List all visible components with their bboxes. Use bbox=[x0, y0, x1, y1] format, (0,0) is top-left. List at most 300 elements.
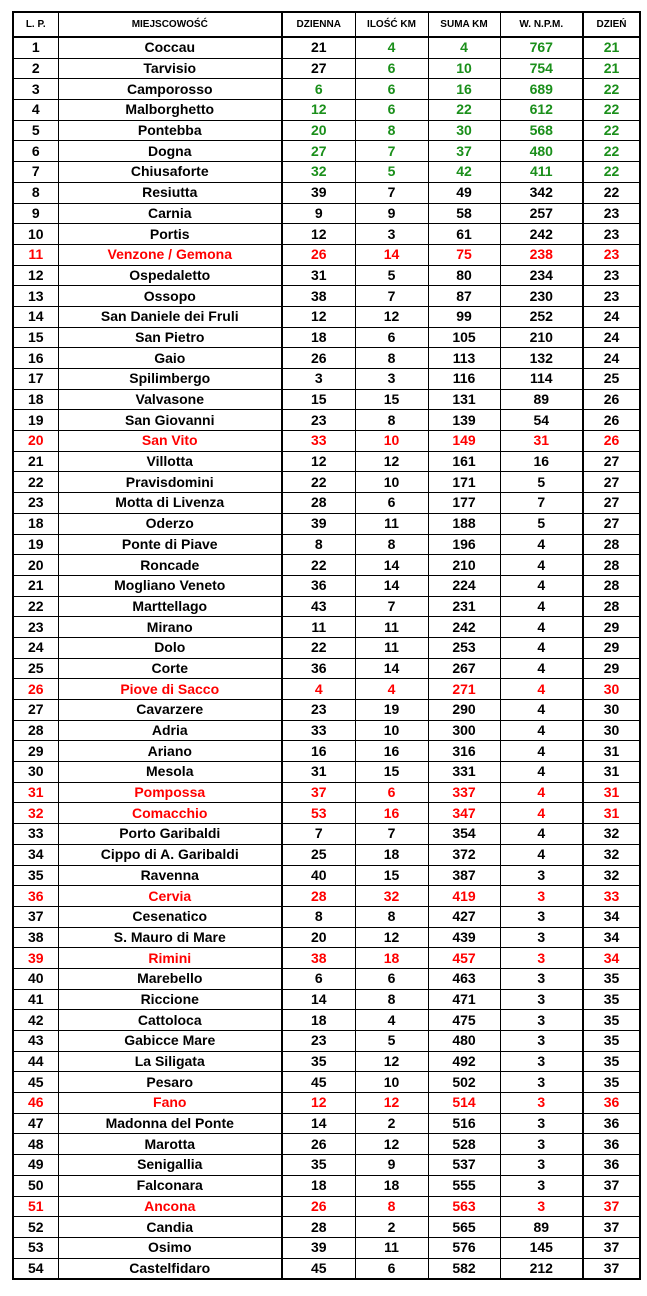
cell-km: 18 bbox=[355, 1175, 428, 1196]
cell-sum: 113 bbox=[428, 348, 500, 369]
table-row bbox=[13, 824, 640, 845]
cell-altitude: 4 bbox=[500, 534, 583, 555]
cell-km: 7 bbox=[355, 824, 428, 845]
cell-day: 35 bbox=[583, 968, 640, 989]
cell-altitude: 754 bbox=[500, 58, 583, 79]
table-row bbox=[13, 1175, 640, 1196]
cell-place: Oderzo bbox=[58, 513, 282, 534]
cell-lp: 16 bbox=[13, 348, 58, 369]
table-row bbox=[13, 534, 640, 555]
cell-place: Coccau bbox=[58, 37, 282, 58]
cell-altitude: 689 bbox=[500, 79, 583, 100]
cell-day: 23 bbox=[583, 203, 640, 224]
cell-daily: 43 bbox=[282, 596, 355, 617]
cell-sum: 116 bbox=[428, 369, 500, 390]
cell-altitude: 5 bbox=[500, 513, 583, 534]
cell-lp: 44 bbox=[13, 1051, 58, 1072]
cell-day: 34 bbox=[583, 906, 640, 927]
cell-daily: 4 bbox=[282, 679, 355, 700]
cell-lp: 10 bbox=[13, 224, 58, 245]
table-row bbox=[13, 1031, 640, 1052]
cell-day: 24 bbox=[583, 348, 640, 369]
cell-km: 8 bbox=[355, 906, 428, 927]
cell-lp: 34 bbox=[13, 844, 58, 865]
cell-lp: 18 bbox=[13, 513, 58, 534]
cell-day: 37 bbox=[583, 1237, 640, 1258]
table-row bbox=[13, 968, 640, 989]
cell-lp: 4 bbox=[13, 100, 58, 121]
cell-daily: 33 bbox=[282, 431, 355, 452]
cell-place: Ariano bbox=[58, 741, 282, 762]
cell-daily: 16 bbox=[282, 741, 355, 762]
table-row bbox=[13, 100, 640, 121]
table-row bbox=[13, 906, 640, 927]
cell-altitude: 132 bbox=[500, 348, 583, 369]
cell-place: Corte bbox=[58, 658, 282, 679]
cell-place: Adria bbox=[58, 720, 282, 741]
cell-km: 8 bbox=[355, 120, 428, 141]
cell-sum: 171 bbox=[428, 472, 500, 493]
cell-km: 11 bbox=[355, 637, 428, 658]
cell-place: Valvasone bbox=[58, 389, 282, 410]
cell-km: 11 bbox=[355, 513, 428, 534]
table-row bbox=[13, 141, 640, 162]
cell-altitude: 4 bbox=[500, 658, 583, 679]
cell-place: Resiutta bbox=[58, 182, 282, 203]
cell-day: 27 bbox=[583, 513, 640, 534]
cell-sum: 300 bbox=[428, 720, 500, 741]
cell-place: Cervia bbox=[58, 886, 282, 907]
cell-place: Senigallia bbox=[58, 1155, 282, 1176]
cell-day: 25 bbox=[583, 369, 640, 390]
cell-altitude: 4 bbox=[500, 720, 583, 741]
table-row bbox=[13, 658, 640, 679]
cell-place: Pravisdomini bbox=[58, 472, 282, 493]
cell-km: 4 bbox=[355, 37, 428, 58]
cell-place: Portis bbox=[58, 224, 282, 245]
cell-lp: 11 bbox=[13, 244, 58, 265]
cell-daily: 26 bbox=[282, 1134, 355, 1155]
cell-sum: 419 bbox=[428, 886, 500, 907]
cell-place: Cippo di A. Garibaldi bbox=[58, 844, 282, 865]
cell-sum: 457 bbox=[428, 948, 500, 969]
cell-altitude: 31 bbox=[500, 431, 583, 452]
cell-place: Ospedaletto bbox=[58, 265, 282, 286]
cell-sum: 99 bbox=[428, 306, 500, 327]
cell-lp: 9 bbox=[13, 203, 58, 224]
cell-altitude: 210 bbox=[500, 327, 583, 348]
cell-daily: 38 bbox=[282, 948, 355, 969]
cell-daily: 39 bbox=[282, 513, 355, 534]
cell-daily: 8 bbox=[282, 906, 355, 927]
cell-lp: 43 bbox=[13, 1031, 58, 1052]
table-row bbox=[13, 1093, 640, 1114]
cell-sum: 565 bbox=[428, 1217, 500, 1238]
cell-sum: 290 bbox=[428, 700, 500, 721]
cell-lp: 5 bbox=[13, 120, 58, 141]
cell-day: 35 bbox=[583, 1051, 640, 1072]
cell-lp: 30 bbox=[13, 762, 58, 783]
cell-km: 2 bbox=[355, 1217, 428, 1238]
cell-lp: 20 bbox=[13, 431, 58, 452]
cell-daily: 12 bbox=[282, 224, 355, 245]
cell-sum: 177 bbox=[428, 493, 500, 514]
cell-daily: 18 bbox=[282, 327, 355, 348]
cell-sum: 316 bbox=[428, 741, 500, 762]
cell-altitude: 4 bbox=[500, 741, 583, 762]
cell-lp: 42 bbox=[13, 1010, 58, 1031]
cell-altitude: 4 bbox=[500, 824, 583, 845]
cell-altitude: 4 bbox=[500, 679, 583, 700]
cell-lp: 19 bbox=[13, 534, 58, 555]
cell-km: 8 bbox=[355, 410, 428, 431]
table-row bbox=[13, 1155, 640, 1176]
cell-day: 29 bbox=[583, 617, 640, 638]
cell-place: Ravenna bbox=[58, 865, 282, 886]
cell-altitude: 3 bbox=[500, 1155, 583, 1176]
cell-altitude: 5 bbox=[500, 472, 583, 493]
cell-place: Venzone / Gemona bbox=[58, 244, 282, 265]
cell-daily: 9 bbox=[282, 203, 355, 224]
cell-daily: 28 bbox=[282, 886, 355, 907]
cell-sum: 87 bbox=[428, 286, 500, 307]
cell-day: 28 bbox=[583, 555, 640, 576]
cell-altitude: 3 bbox=[500, 927, 583, 948]
cell-daily: 18 bbox=[282, 1010, 355, 1031]
cell-place: Marebello bbox=[58, 968, 282, 989]
table-row bbox=[13, 1217, 640, 1238]
table-row bbox=[13, 472, 640, 493]
cell-daily: 35 bbox=[282, 1051, 355, 1072]
cell-km: 8 bbox=[355, 534, 428, 555]
table-row bbox=[13, 162, 640, 183]
cell-km: 6 bbox=[355, 782, 428, 803]
header-lp: L. P. bbox=[13, 12, 58, 37]
cell-place: Rimini bbox=[58, 948, 282, 969]
cell-altitude: 4 bbox=[500, 803, 583, 824]
table-row bbox=[13, 431, 640, 452]
cell-daily: 22 bbox=[282, 637, 355, 658]
cell-sum: 149 bbox=[428, 431, 500, 452]
cell-place: Cesenatico bbox=[58, 906, 282, 927]
cell-place: Roncade bbox=[58, 555, 282, 576]
cell-lp: 25 bbox=[13, 658, 58, 679]
cell-day: 30 bbox=[583, 720, 640, 741]
cell-sum: 439 bbox=[428, 927, 500, 948]
cell-day: 22 bbox=[583, 79, 640, 100]
cell-altitude: 4 bbox=[500, 762, 583, 783]
cell-altitude: 3 bbox=[500, 1031, 583, 1052]
cell-sum: 139 bbox=[428, 410, 500, 431]
cell-day: 37 bbox=[583, 1217, 640, 1238]
cell-daily: 6 bbox=[282, 968, 355, 989]
cell-day: 31 bbox=[583, 762, 640, 783]
table-row bbox=[13, 410, 640, 431]
cell-sum: 582 bbox=[428, 1258, 500, 1279]
table-row bbox=[13, 844, 640, 865]
table-row bbox=[13, 782, 640, 803]
cell-altitude: 7 bbox=[500, 493, 583, 514]
cell-daily: 37 bbox=[282, 782, 355, 803]
table-row bbox=[13, 1258, 640, 1279]
header-day: DZIEŃ bbox=[583, 12, 640, 37]
cell-daily: 18 bbox=[282, 1175, 355, 1196]
cell-km: 16 bbox=[355, 803, 428, 824]
cell-km: 5 bbox=[355, 1031, 428, 1052]
cell-daily: 14 bbox=[282, 989, 355, 1010]
cell-km: 10 bbox=[355, 472, 428, 493]
cell-day: 29 bbox=[583, 658, 640, 679]
cell-place: Madonna del Ponte bbox=[58, 1113, 282, 1134]
cell-sum: 528 bbox=[428, 1134, 500, 1155]
cell-day: 31 bbox=[583, 741, 640, 762]
cell-day: 24 bbox=[583, 306, 640, 327]
cell-km: 7 bbox=[355, 286, 428, 307]
cell-altitude: 612 bbox=[500, 100, 583, 121]
cell-day: 28 bbox=[583, 596, 640, 617]
cell-sum: 492 bbox=[428, 1051, 500, 1072]
cell-day: 37 bbox=[583, 1175, 640, 1196]
cell-sum: 563 bbox=[428, 1196, 500, 1217]
cell-sum: 188 bbox=[428, 513, 500, 534]
cell-place: Chiusaforte bbox=[58, 162, 282, 183]
cell-km: 6 bbox=[355, 327, 428, 348]
cell-place: Marotta bbox=[58, 1134, 282, 1155]
cell-lp: 32 bbox=[13, 803, 58, 824]
cell-km: 15 bbox=[355, 762, 428, 783]
cell-lp: 37 bbox=[13, 906, 58, 927]
cell-sum: 16 bbox=[428, 79, 500, 100]
cell-sum: 49 bbox=[428, 182, 500, 203]
cell-daily: 12 bbox=[282, 100, 355, 121]
cell-daily: 28 bbox=[282, 1217, 355, 1238]
cell-altitude: 3 bbox=[500, 1010, 583, 1031]
table-row bbox=[13, 1134, 640, 1155]
cell-altitude: 4 bbox=[500, 555, 583, 576]
cell-km: 3 bbox=[355, 224, 428, 245]
cell-altitude: 242 bbox=[500, 224, 583, 245]
cell-km: 6 bbox=[355, 493, 428, 514]
cell-daily: 3 bbox=[282, 369, 355, 390]
cell-day: 29 bbox=[583, 637, 640, 658]
cell-day: 36 bbox=[583, 1134, 640, 1155]
cell-altitude: 212 bbox=[500, 1258, 583, 1279]
cell-km: 6 bbox=[355, 968, 428, 989]
cell-daily: 38 bbox=[282, 286, 355, 307]
table-row bbox=[13, 1113, 640, 1134]
cell-place: Cavarzere bbox=[58, 700, 282, 721]
cell-place: San Pietro bbox=[58, 327, 282, 348]
cell-sum: 42 bbox=[428, 162, 500, 183]
cell-place: Ossopo bbox=[58, 286, 282, 307]
cell-km: 2 bbox=[355, 1113, 428, 1134]
cell-daily: 14 bbox=[282, 1113, 355, 1134]
cell-sum: 224 bbox=[428, 575, 500, 596]
cell-day: 21 bbox=[583, 37, 640, 58]
cell-lp: 41 bbox=[13, 989, 58, 1010]
cell-altitude: 4 bbox=[500, 637, 583, 658]
cell-place: Cattoloca bbox=[58, 1010, 282, 1031]
cell-sum: 271 bbox=[428, 679, 500, 700]
cell-daily: 39 bbox=[282, 182, 355, 203]
cell-lp: 36 bbox=[13, 886, 58, 907]
cell-km: 7 bbox=[355, 141, 428, 162]
cell-altitude: 4 bbox=[500, 575, 583, 596]
cell-altitude: 767 bbox=[500, 37, 583, 58]
cell-sum: 387 bbox=[428, 865, 500, 886]
cell-day: 34 bbox=[583, 948, 640, 969]
cell-sum: 75 bbox=[428, 244, 500, 265]
cell-sum: 267 bbox=[428, 658, 500, 679]
cell-km: 8 bbox=[355, 989, 428, 1010]
table-row bbox=[13, 700, 640, 721]
cell-altitude: 54 bbox=[500, 410, 583, 431]
cell-km: 6 bbox=[355, 79, 428, 100]
cell-lp: 39 bbox=[13, 948, 58, 969]
cell-lp: 15 bbox=[13, 327, 58, 348]
cell-altitude: 145 bbox=[500, 1237, 583, 1258]
cell-lp: 23 bbox=[13, 617, 58, 638]
cell-lp: 18 bbox=[13, 389, 58, 410]
cell-place: Gaio bbox=[58, 348, 282, 369]
cell-sum: 30 bbox=[428, 120, 500, 141]
cell-day: 30 bbox=[583, 700, 640, 721]
cell-lp: 47 bbox=[13, 1113, 58, 1134]
cell-km: 14 bbox=[355, 575, 428, 596]
table-row bbox=[13, 720, 640, 741]
cell-lp: 38 bbox=[13, 927, 58, 948]
cell-lp: 33 bbox=[13, 824, 58, 845]
cell-km: 6 bbox=[355, 100, 428, 121]
cell-day: 27 bbox=[583, 472, 640, 493]
cell-lp: 14 bbox=[13, 306, 58, 327]
cell-daily: 35 bbox=[282, 1155, 355, 1176]
cell-km: 15 bbox=[355, 865, 428, 886]
cell-daily: 11 bbox=[282, 617, 355, 638]
cell-altitude: 3 bbox=[500, 1113, 583, 1134]
table-row bbox=[13, 886, 640, 907]
cell-km: 4 bbox=[355, 679, 428, 700]
cell-lp: 46 bbox=[13, 1093, 58, 1114]
table-row bbox=[13, 865, 640, 886]
cell-lp: 45 bbox=[13, 1072, 58, 1093]
cell-altitude: 3 bbox=[500, 1051, 583, 1072]
table-body bbox=[13, 37, 640, 1279]
header-place: MIEJSCOWOŚĆ bbox=[58, 12, 282, 37]
cell-sum: 10 bbox=[428, 58, 500, 79]
table-row bbox=[13, 203, 640, 224]
table-row bbox=[13, 741, 640, 762]
cell-km: 18 bbox=[355, 948, 428, 969]
cell-km: 4 bbox=[355, 1010, 428, 1031]
cell-daily: 20 bbox=[282, 927, 355, 948]
cell-place: Dolo bbox=[58, 637, 282, 658]
header-row bbox=[13, 12, 640, 37]
cell-sum: 427 bbox=[428, 906, 500, 927]
cell-km: 6 bbox=[355, 58, 428, 79]
cell-altitude: 89 bbox=[500, 1217, 583, 1238]
cell-day: 23 bbox=[583, 265, 640, 286]
cell-altitude: 3 bbox=[500, 1134, 583, 1155]
cell-km: 15 bbox=[355, 389, 428, 410]
cell-km: 9 bbox=[355, 1155, 428, 1176]
cell-daily: 22 bbox=[282, 472, 355, 493]
table-row bbox=[13, 989, 640, 1010]
cell-day: 35 bbox=[583, 1031, 640, 1052]
header-km: ILOŚĆ KM bbox=[355, 12, 428, 37]
table-header bbox=[13, 12, 640, 37]
cell-sum: 161 bbox=[428, 451, 500, 472]
cell-sum: 372 bbox=[428, 844, 500, 865]
cell-day: 30 bbox=[583, 679, 640, 700]
cell-altitude: 114 bbox=[500, 369, 583, 390]
table-row bbox=[13, 948, 640, 969]
table-row bbox=[13, 679, 640, 700]
cell-sum: 61 bbox=[428, 224, 500, 245]
cell-altitude: 238 bbox=[500, 244, 583, 265]
cell-day: 23 bbox=[583, 244, 640, 265]
cell-daily: 23 bbox=[282, 410, 355, 431]
cell-daily: 27 bbox=[282, 141, 355, 162]
cell-day: 26 bbox=[583, 410, 640, 431]
route-table bbox=[12, 11, 641, 1280]
cell-altitude: 3 bbox=[500, 886, 583, 907]
cell-daily: 8 bbox=[282, 534, 355, 555]
cell-lp: 12 bbox=[13, 265, 58, 286]
cell-place: Osimo bbox=[58, 1237, 282, 1258]
cell-sum: 475 bbox=[428, 1010, 500, 1031]
cell-place: Pesaro bbox=[58, 1072, 282, 1093]
cell-lp: 21 bbox=[13, 575, 58, 596]
cell-altitude: 568 bbox=[500, 120, 583, 141]
cell-daily: 45 bbox=[282, 1072, 355, 1093]
cell-km: 12 bbox=[355, 451, 428, 472]
table-row bbox=[13, 37, 640, 58]
cell-day: 35 bbox=[583, 1010, 640, 1031]
cell-sum: 471 bbox=[428, 989, 500, 1010]
cell-lp: 35 bbox=[13, 865, 58, 886]
cell-sum: 331 bbox=[428, 762, 500, 783]
cell-km: 5 bbox=[355, 265, 428, 286]
cell-km: 11 bbox=[355, 617, 428, 638]
table-row bbox=[13, 224, 640, 245]
cell-place: Carnia bbox=[58, 203, 282, 224]
cell-day: 27 bbox=[583, 493, 640, 514]
cell-lp: 13 bbox=[13, 286, 58, 307]
cell-place: Piove di Sacco bbox=[58, 679, 282, 700]
cell-day: 36 bbox=[583, 1155, 640, 1176]
cell-lp: 49 bbox=[13, 1155, 58, 1176]
cell-day: 34 bbox=[583, 927, 640, 948]
header-sum: SUMA KM bbox=[428, 12, 500, 37]
cell-altitude: 3 bbox=[500, 1093, 583, 1114]
table-row bbox=[13, 575, 640, 596]
cell-place: Dogna bbox=[58, 141, 282, 162]
cell-day: 36 bbox=[583, 1093, 640, 1114]
cell-sum: 555 bbox=[428, 1175, 500, 1196]
cell-daily: 28 bbox=[282, 493, 355, 514]
cell-daily: 26 bbox=[282, 348, 355, 369]
cell-km: 10 bbox=[355, 720, 428, 741]
cell-km: 5 bbox=[355, 162, 428, 183]
cell-km: 18 bbox=[355, 844, 428, 865]
cell-place: Ponte di Piave bbox=[58, 534, 282, 555]
table-row bbox=[13, 1051, 640, 1072]
header-daily: DZIENNA bbox=[282, 12, 355, 37]
cell-day: 28 bbox=[583, 534, 640, 555]
table-row bbox=[13, 762, 640, 783]
cell-daily: 12 bbox=[282, 451, 355, 472]
